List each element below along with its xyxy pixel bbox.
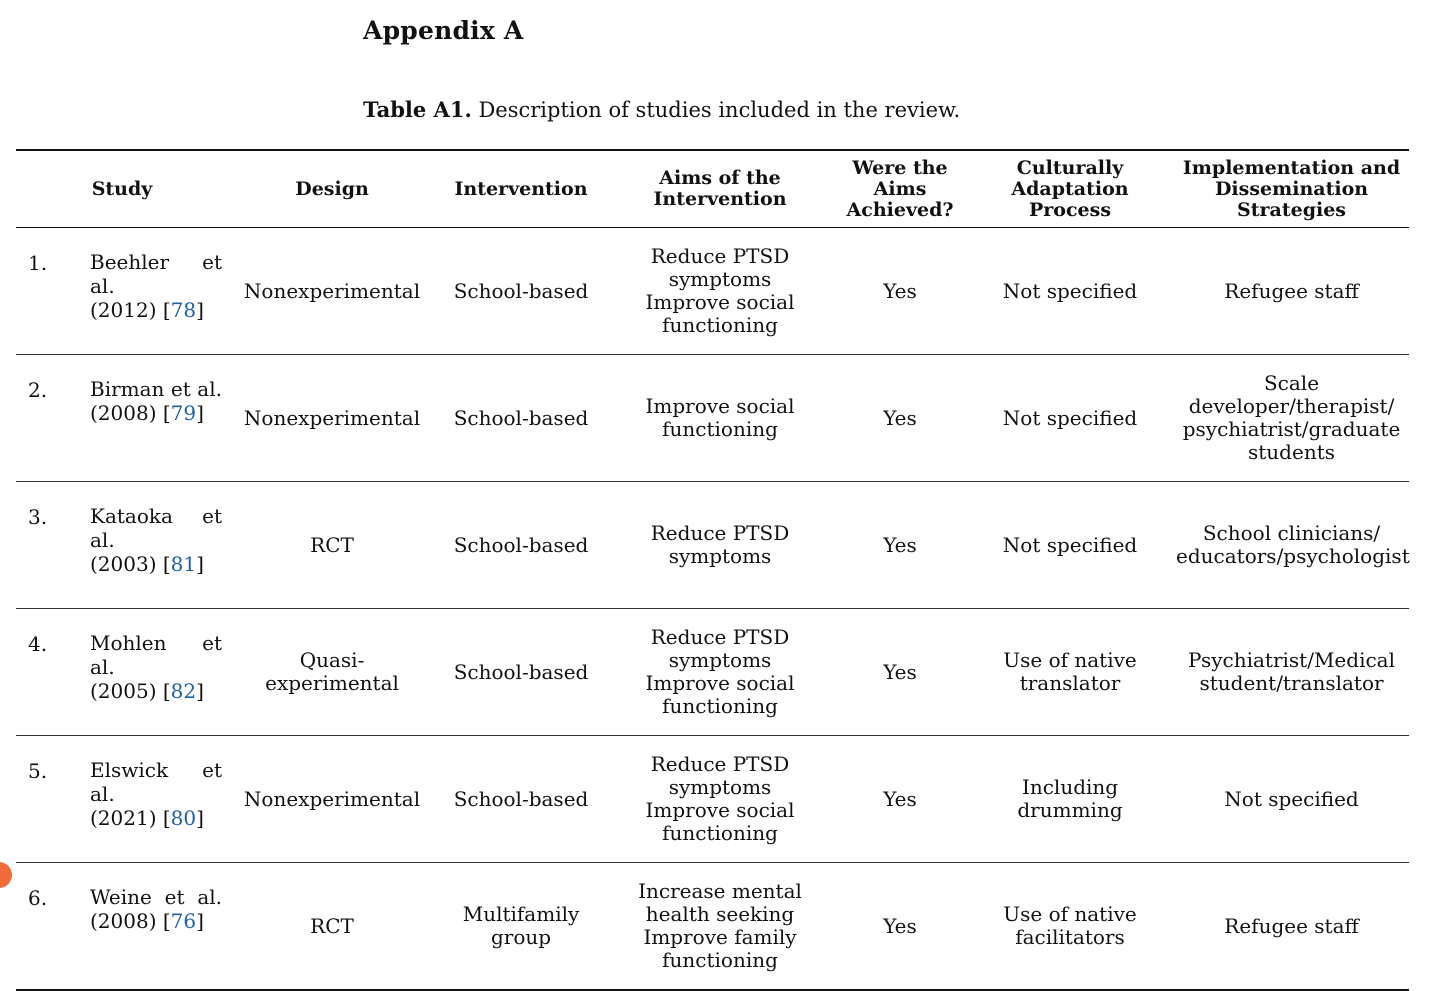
row-number: 2.	[28, 378, 48, 402]
study-cell	[88, 228, 228, 355]
reference-bracket: ]	[196, 298, 204, 322]
header-implementation-line: Dissemination	[1214, 177, 1369, 200]
implementation-cell	[1174, 355, 1409, 482]
study-year: (2012) [	[90, 298, 171, 322]
aims-line: Reduce PTSD	[650, 521, 790, 545]
header-adaptation	[966, 150, 1174, 228]
implementation-line: Not specified	[1224, 786, 1359, 811]
implementation-cell	[1174, 863, 1409, 991]
implementation-line: educators/psychologist	[1176, 544, 1410, 568]
design-line: Quasi-	[299, 648, 365, 672]
achieved-cell: Yes	[883, 913, 917, 938]
row-number: 5.	[28, 759, 48, 783]
table-caption	[363, 97, 960, 122]
aims-cell	[606, 228, 834, 355]
study-year: (2008) [	[90, 909, 171, 933]
implementation-line: developer/therapist/	[1188, 394, 1395, 418]
intervention-cell	[436, 355, 606, 482]
implementation-line: students	[1248, 440, 1336, 464]
intervention-cell	[436, 228, 606, 355]
header-adaptation-line: Adaptation	[1011, 177, 1129, 200]
header-study: Study	[91, 177, 153, 200]
aims-line: Improve social	[645, 798, 795, 822]
adaptation-line: translator	[1019, 671, 1121, 695]
implementation-cell	[1174, 609, 1409, 736]
row-number: 3.	[28, 505, 48, 529]
aims-line: Reduce PTSD	[650, 752, 790, 776]
design-cell	[228, 609, 436, 736]
aims-line: functioning	[662, 313, 778, 337]
study-year-line	[90, 909, 226, 933]
header-intervention: Intervention	[454, 177, 588, 200]
table-row	[16, 736, 1409, 863]
reference-link[interactable]: 82	[170, 679, 197, 703]
intervention-cell	[436, 736, 606, 863]
header-achieved-line: Aims	[873, 177, 927, 200]
aims-line: Increase mental	[638, 879, 802, 903]
design-cell	[228, 228, 436, 355]
aims-line: functioning	[662, 694, 778, 718]
table-caption-text: Description of studies included in the review.	[478, 98, 961, 122]
table-body	[16, 228, 1409, 991]
reference-bracket: ]	[196, 552, 204, 576]
aims-line: functioning	[662, 417, 778, 441]
design-cell	[228, 482, 436, 609]
header-aims-line: Intervention	[653, 188, 787, 210]
adaptation-cell	[966, 736, 1174, 863]
study-authors: Birman et al.	[90, 377, 222, 401]
achieved-cell: Yes	[883, 786, 917, 811]
implementation-line: psychiatrist/graduate	[1182, 417, 1401, 441]
intervention-line: School-based	[453, 532, 589, 557]
intervention-line: Multifamily	[462, 902, 580, 926]
header-design: Design	[295, 177, 369, 200]
intervention-cell	[436, 609, 606, 736]
adaptation-line: Use of native	[1003, 902, 1137, 926]
aims-line: Reduce PTSD	[650, 244, 790, 268]
adaptation-cell	[966, 609, 1174, 736]
adaptation-line: Not specified	[1002, 532, 1138, 557]
header-aims	[606, 150, 834, 228]
adaptation-line: facilitators	[1015, 925, 1125, 949]
header-achieved-line: Achieved?	[846, 198, 954, 221]
header-achieved-line: Were the	[852, 156, 948, 179]
aims-line: symptoms	[668, 648, 772, 672]
table-row	[16, 609, 1409, 736]
design-line: Nonexperimental	[243, 278, 421, 303]
achieved-cell: Yes	[883, 405, 917, 430]
aims-cell	[606, 863, 834, 991]
study-cell	[88, 609, 228, 736]
header-row	[16, 150, 1409, 228]
design-line: RCT	[310, 532, 354, 557]
study-authors: Weine et al.	[90, 885, 222, 909]
table-header	[16, 150, 1409, 228]
table-row	[16, 482, 1409, 609]
reference-link[interactable]: 76	[170, 909, 197, 933]
study-cell	[88, 736, 228, 863]
implementation-line: Refugee staff	[1224, 278, 1359, 303]
study-authors: Kataoka et al.	[90, 504, 222, 552]
design-line: Nonexperimental	[243, 405, 421, 430]
row-number: 1.	[28, 251, 48, 275]
implementation-line: student/translator	[1199, 671, 1384, 695]
implementation-line: Scale	[1263, 371, 1320, 395]
adaptation-cell	[966, 482, 1174, 609]
aims-line: symptoms	[668, 544, 772, 568]
design-cell	[228, 355, 436, 482]
adaptation-line: Not specified	[1002, 405, 1138, 430]
aims-line: health seeking	[645, 902, 795, 926]
reference-bracket: ]	[196, 679, 204, 703]
aims-line: symptoms	[668, 267, 772, 291]
aims-cell	[606, 609, 834, 736]
intervention-line: School-based	[453, 405, 589, 430]
table-row	[16, 863, 1409, 991]
study-year-line	[90, 298, 226, 322]
header-adaptation-line: Process	[1029, 198, 1112, 221]
study-year-line	[90, 806, 226, 830]
study-year-line	[90, 401, 226, 425]
study-year: (2005) [	[90, 679, 171, 703]
study-authors: Mohlen et al.	[90, 631, 222, 679]
study-year-line	[90, 552, 226, 576]
design-line: RCT	[310, 913, 354, 938]
adaptation-line: Not specified	[1002, 278, 1138, 303]
study-year-line	[90, 679, 226, 703]
adaptation-cell	[966, 863, 1174, 991]
implementation-cell	[1174, 228, 1409, 355]
header-aims-line: Aims of the	[659, 167, 781, 189]
header-implementation-line: Implementation and	[1182, 156, 1401, 179]
achieved-cell: Yes	[883, 659, 917, 684]
aims-line: Improve social	[645, 394, 795, 418]
appendix-heading: Appendix A	[363, 16, 524, 45]
reference-link[interactable]: 81	[170, 552, 197, 576]
aims-line: symptoms	[668, 775, 772, 799]
table-row	[16, 228, 1409, 355]
aims-cell	[606, 355, 834, 482]
design-cell	[228, 863, 436, 991]
table-row	[16, 355, 1409, 482]
header-implementation-line: Strategies	[1237, 198, 1346, 221]
study-authors: Beehler et al.	[90, 250, 222, 298]
study-year: (2003) [	[90, 552, 171, 576]
header-implementation	[1174, 150, 1409, 228]
adaptation-cell	[966, 228, 1174, 355]
adaptation-line: Use of native	[1003, 648, 1137, 672]
intervention-cell	[436, 863, 606, 991]
aims-line: Improve social	[645, 671, 795, 695]
implementation-line: Refugee staff	[1224, 913, 1359, 938]
study-year: (2008) [	[90, 401, 171, 425]
reference-link[interactable]: 80	[170, 806, 197, 830]
design-line: experimental	[265, 671, 399, 695]
implementation-line: School clinicians/	[1202, 521, 1381, 545]
aims-cell	[606, 482, 834, 609]
adaptation-line: Including	[1021, 775, 1119, 799]
study-cell	[88, 355, 228, 482]
adaptation-cell	[966, 355, 1174, 482]
corner-decoration	[0, 862, 12, 888]
implementation-cell	[1174, 482, 1409, 609]
design-cell	[228, 736, 436, 863]
aims-line: Improve family	[643, 925, 797, 949]
aims-line: functioning	[662, 821, 778, 845]
intervention-line: group	[490, 925, 552, 949]
study-cell	[88, 482, 228, 609]
reference-bracket: ]	[196, 909, 204, 933]
header-achieved	[834, 150, 966, 228]
study-cell	[88, 863, 228, 991]
row-number: 4.	[28, 632, 48, 656]
aims-line: functioning	[662, 948, 778, 972]
adaptation-line: drumming	[1017, 798, 1123, 822]
table-caption-label: Table A1.	[363, 97, 472, 122]
header-adaptation-line: Culturally	[1016, 156, 1124, 179]
study-authors: Elswick et al.	[90, 758, 222, 806]
aims-cell	[606, 736, 834, 863]
aims-line: Improve social	[645, 290, 795, 314]
achieved-cell: Yes	[883, 532, 917, 557]
study-year: (2021) [	[90, 806, 171, 830]
intervention-cell	[436, 482, 606, 609]
reference-bracket: ]	[196, 401, 204, 425]
studies-table	[16, 149, 1409, 991]
reference-bracket: ]	[196, 806, 204, 830]
achieved-cell: Yes	[883, 278, 917, 303]
intervention-line: School-based	[453, 786, 589, 811]
reference-link[interactable]: 79	[170, 401, 197, 425]
implementation-cell	[1174, 736, 1409, 863]
intervention-line: School-based	[453, 659, 589, 684]
row-number: 6.	[28, 886, 48, 910]
intervention-line: School-based	[453, 278, 589, 303]
implementation-line: Psychiatrist/Medical	[1188, 648, 1395, 672]
reference-link[interactable]: 78	[170, 298, 197, 322]
aims-line: Reduce PTSD	[650, 625, 790, 649]
design-line: Nonexperimental	[243, 786, 421, 811]
